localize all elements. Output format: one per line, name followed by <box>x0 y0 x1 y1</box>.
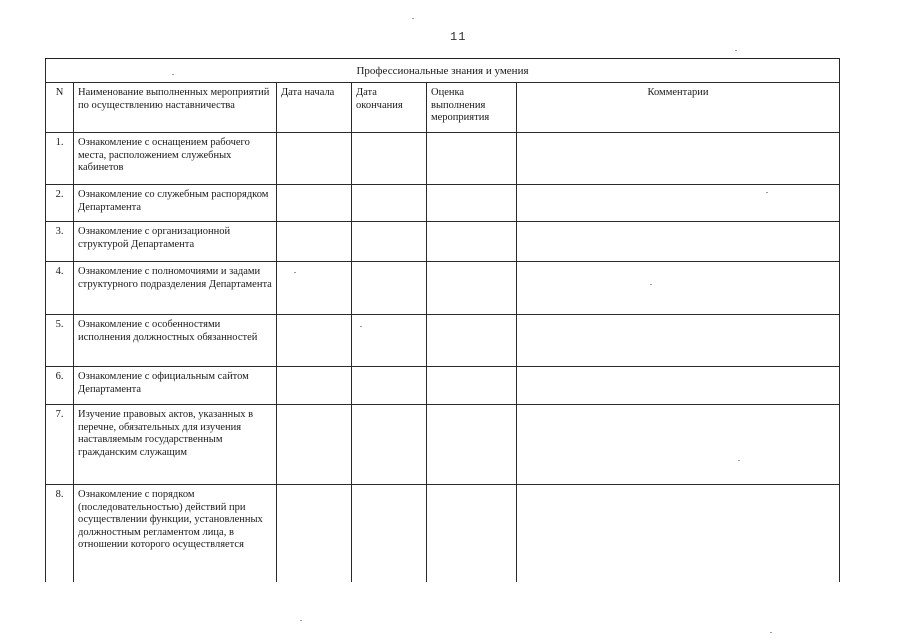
table-row <box>46 405 840 485</box>
end-date-cell[interactable] <box>352 133 427 185</box>
row-number: 1. <box>46 133 74 185</box>
comment-cell[interactable] <box>517 222 840 262</box>
end-date-cell[interactable] <box>352 185 427 222</box>
comment-cell[interactable] <box>517 485 840 583</box>
start-date-cell[interactable] <box>277 185 352 222</box>
end-date-cell[interactable] <box>352 222 427 262</box>
comment-cell[interactable] <box>517 405 840 485</box>
section-title: Профессиональные знания и умения <box>46 59 840 83</box>
section-title-row <box>46 59 840 83</box>
header-activity-name: Наименование выполненных мероприятий по осуществлению наставничества <box>74 83 277 133</box>
grade-cell[interactable] <box>427 262 517 315</box>
comment-cell[interactable] <box>517 185 840 222</box>
header-comments: Комментарии <box>517 83 840 133</box>
scan-speck <box>412 18 414 19</box>
scan-speck <box>300 620 302 621</box>
table-row <box>46 262 840 315</box>
comment-cell[interactable] <box>517 367 840 405</box>
start-date-cell[interactable] <box>277 133 352 185</box>
comment-cell[interactable] <box>517 315 840 367</box>
row-number: 4. <box>46 262 74 315</box>
header-number: N <box>46 83 74 133</box>
activity-name: Изучение правовых актов, указанных в перечне, обязательных для изучения наставляемым государственным гражданским служащим <box>74 405 277 485</box>
grade-cell[interactable] <box>427 222 517 262</box>
row-number: 7. <box>46 405 74 485</box>
activity-name: Ознакомление с официальным сайтом Департамента <box>74 367 277 405</box>
row-number: 2. <box>46 185 74 222</box>
row-number: 3. <box>46 222 74 262</box>
page-number: 11 <box>450 30 467 44</box>
row-number: 5. <box>46 315 74 367</box>
mentoring-plan-table-wrapper <box>45 58 841 582</box>
row-number: 8. <box>46 485 74 583</box>
start-date-cell[interactable] <box>277 262 352 315</box>
grade-cell[interactable] <box>427 405 517 485</box>
grade-cell[interactable] <box>427 485 517 583</box>
grade-cell[interactable] <box>427 315 517 367</box>
start-date-cell[interactable] <box>277 222 352 262</box>
scan-speck <box>735 50 737 51</box>
scan-speck <box>738 460 740 461</box>
activity-name: Ознакомление с полномочиями и задами структурного подразделения Департамента <box>74 262 277 315</box>
scan-speck <box>650 284 652 285</box>
scan-speck <box>766 192 768 193</box>
grade-cell[interactable] <box>427 367 517 405</box>
scan-speck <box>172 74 174 75</box>
table-row <box>46 222 840 262</box>
grade-cell[interactable] <box>427 133 517 185</box>
header-end-date: Дата окончания <box>352 83 427 133</box>
end-date-cell[interactable] <box>352 405 427 485</box>
table-row <box>46 367 840 405</box>
table-row <box>46 485 840 583</box>
table-row <box>46 133 840 185</box>
start-date-cell[interactable] <box>277 405 352 485</box>
scan-speck <box>294 272 296 273</box>
comment-cell[interactable] <box>517 133 840 185</box>
header-grade: Оценка выполнения мероприятия <box>427 83 517 133</box>
activity-name: Ознакомление с порядком (последовательностью) действий при осуществлении функции, установленных должностным регламентом лица, в отношении которого осуществляется <box>74 485 277 583</box>
end-date-cell[interactable] <box>352 262 427 315</box>
scan-speck <box>360 326 362 327</box>
grade-cell[interactable] <box>427 185 517 222</box>
table-header-row <box>46 83 840 133</box>
row-number: 6. <box>46 367 74 405</box>
table-row <box>46 185 840 222</box>
start-date-cell[interactable] <box>277 367 352 405</box>
end-date-cell[interactable] <box>352 367 427 405</box>
scan-speck <box>770 632 772 633</box>
table-row <box>46 315 840 367</box>
start-date-cell[interactable] <box>277 315 352 367</box>
start-date-cell[interactable] <box>277 485 352 583</box>
end-date-cell[interactable] <box>352 315 427 367</box>
comment-cell[interactable] <box>517 262 840 315</box>
activity-name: Ознакомление с особенностями исполнения должностных обязанностей <box>74 315 277 367</box>
activity-name: Ознакомление с организационной структурой Департамента <box>74 222 277 262</box>
header-start-date: Дата начала <box>277 83 352 133</box>
end-date-cell[interactable] <box>352 485 427 583</box>
activity-name: Ознакомление с оснащением рабочего места, расположением служебных кабинетов <box>74 133 277 185</box>
activity-name: Ознакомление со служебным распорядком Департамента <box>74 185 277 222</box>
mentoring-plan-table <box>45 58 840 582</box>
